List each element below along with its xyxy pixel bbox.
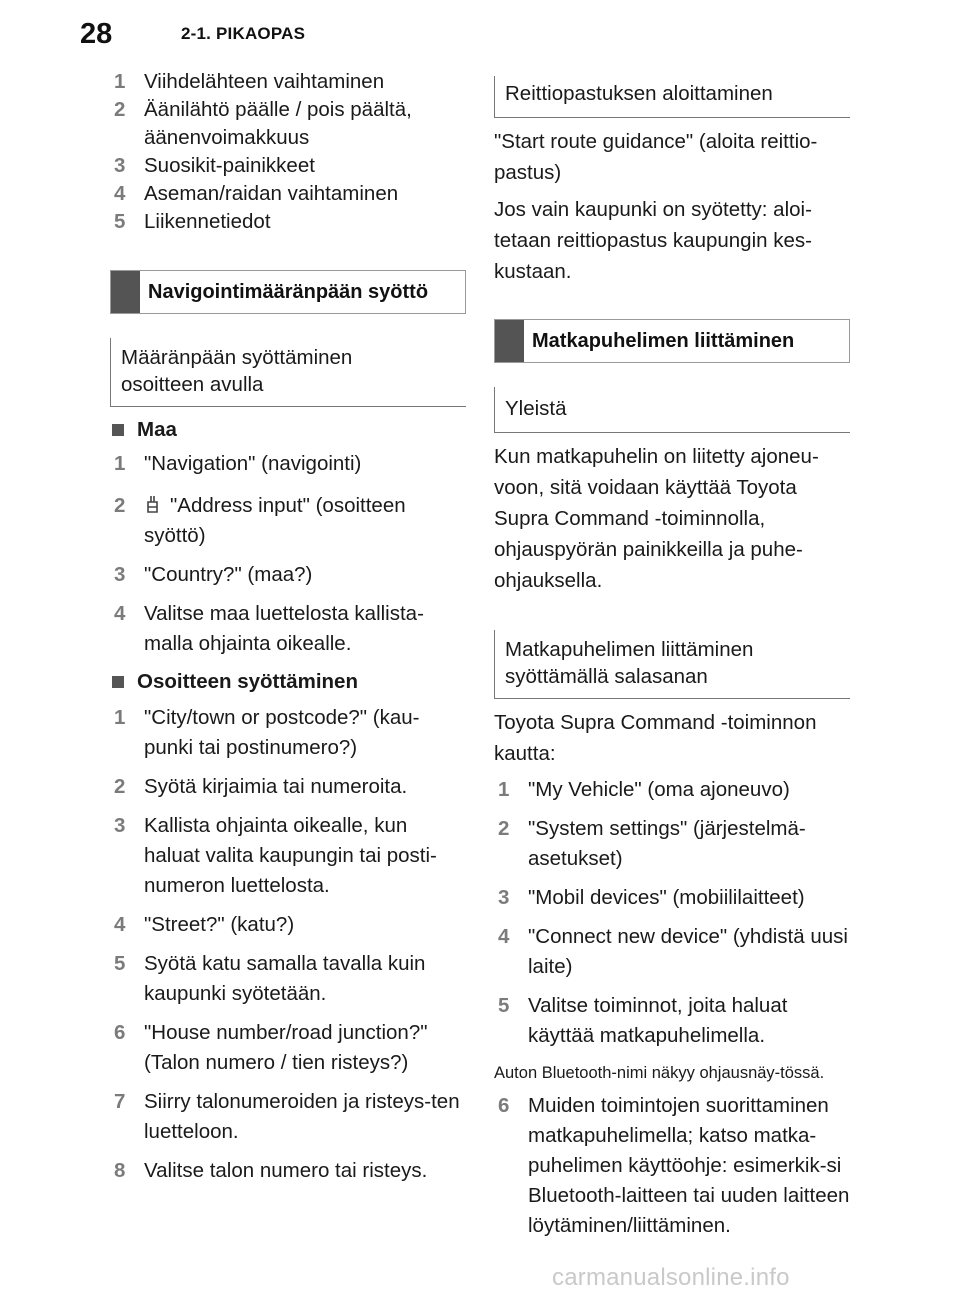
step-text: "Address input" (osoitteen syöttö) (144, 494, 406, 547)
list-item (110, 910, 466, 940)
watermark: carmanualsonline.info (552, 1264, 790, 1291)
step-number: 1 (114, 452, 126, 475)
route-para-start: "Start route guidance" (aloita reittio-pastus) (494, 130, 818, 184)
left-column (110, 68, 466, 1186)
step-number: 5 (114, 210, 126, 233)
phone-heading-text: Matkapuhelimen liittäminen (532, 329, 795, 352)
list-item (110, 208, 466, 236)
list-item (110, 1018, 466, 1078)
list-item (110, 703, 466, 763)
step-number: 2 (498, 817, 510, 840)
list-item (110, 491, 466, 551)
step-text: Liikennetiedot (144, 210, 271, 233)
address-input-icon (144, 493, 164, 515)
step-text: Valitse maa luettelosta kallista-malla ohjainta oikealle. (144, 602, 424, 655)
step-number: 5 (114, 952, 126, 975)
heading-bar (495, 320, 524, 362)
nav-subheading: Määränpään syöttäminen osoitteen avulla (110, 338, 466, 407)
step-number: 4 (114, 913, 126, 936)
step-number: 6 (498, 1094, 510, 1117)
nav-heading-text: Navigointimääränpään syöttö (148, 280, 429, 303)
step-text: Suosikit-painikkeet (144, 154, 315, 177)
bullet-square-icon (112, 424, 124, 436)
step-number: 4 (114, 182, 126, 205)
step-number: 1 (114, 706, 126, 729)
list-item (494, 814, 850, 874)
step-number: 2 (114, 494, 126, 517)
step-text: Valitse talon numero tai risteys. (144, 1159, 428, 1182)
list-item (110, 449, 466, 479)
list-item (110, 772, 466, 802)
step-text: "Mobil devices" (mobiililaitteet) (528, 886, 805, 909)
list-item (494, 883, 850, 913)
list-item (494, 991, 850, 1051)
step-number: 3 (114, 154, 126, 177)
step-number: 4 (114, 602, 126, 625)
list-item (110, 811, 466, 901)
step-text: Kallista ohjainta oikealle, kun haluat valita kaupungin tai posti-numeron luettelosta. (144, 814, 437, 897)
step-text: "House number/road junction?" (Talon numero / tien risteys?) (144, 1021, 428, 1074)
list-item (110, 180, 466, 208)
step-text: "Navigation" (navigointi) (144, 452, 362, 475)
step-number: 5 (498, 994, 510, 1017)
route-subheading: Reittiopastuksen aloittaminen (494, 76, 850, 118)
list-item (110, 599, 466, 659)
list-item (110, 560, 466, 590)
osoite-heading-text: Osoitteen syöttäminen (137, 670, 358, 693)
list-item (494, 775, 850, 805)
step-text: "Connect new device" (yhdistä uusi laite) (528, 925, 848, 978)
step-text: Viihdelähteen vaihtaminen (144, 70, 385, 93)
step-text: Syötä kirjaimia tai numeroita. (144, 775, 408, 798)
section-title: 2-1. PIKAOPAS (181, 24, 306, 43)
pin-intro: Toyota Supra Command -toiminnon kautta: (494, 711, 817, 765)
step-text: "City/town or postcode?" (kau-punki tai postinumero?) (144, 706, 420, 759)
page-number: 28 (80, 18, 113, 50)
list-item (110, 68, 466, 96)
step-number: 7 (114, 1090, 126, 1113)
bluetooth-note: Auton Bluetooth-nimi näkyy ohjausnäy-tössä. (494, 1064, 825, 1082)
step-text: "Country?" (maa?) (144, 563, 313, 586)
step-number: 6 (114, 1021, 126, 1044)
step-text: "System settings" (järjestelmä-asetukset) (528, 817, 806, 870)
list-item (110, 949, 466, 1009)
phone-heading (494, 319, 850, 363)
step-text: Siirry talonumeroiden ja risteys-ten luetteloon. (144, 1090, 460, 1143)
list-item (110, 1156, 466, 1186)
step-number: 8 (114, 1159, 126, 1182)
right-column (494, 76, 850, 1241)
pin-subheading: Matkapuhelimen liittäminen syöttämällä salasanan (494, 630, 850, 699)
intro-steps (110, 68, 466, 236)
bullet-square-icon (112, 676, 124, 688)
general-subheading: Yleistä (494, 387, 850, 433)
step-text: "Street?" (katu?) (144, 913, 295, 936)
maa-heading-text: Maa (137, 418, 177, 441)
route-para-city: Jos vain kaupunki on syötetty: aloi-tetaan reittiopastus kaupungin kes-kustaan. (494, 198, 812, 283)
step-text: Äänilähtö päälle / pois päältä, äänenvoimakkuus (144, 98, 412, 149)
step-text: Valitse toiminnot, joita haluat käyttää matkapuhelimella. (528, 994, 788, 1047)
step-number: 3 (114, 814, 126, 837)
step-text: Aseman/raidan vaihtaminen (144, 182, 399, 205)
maa-heading (110, 415, 466, 445)
step-number: 3 (114, 563, 126, 586)
step-number: 3 (498, 886, 510, 909)
list-item (494, 922, 850, 982)
step-number: 4 (498, 925, 510, 948)
general-para: Kun matkapuhelin on liitetty ajoneu-voon, sitä voidaan käyttää Toyota Supra Command -toiminnolla, ohjauspyörän painikkeilla ja puhe-ohjauksella. (494, 445, 819, 592)
step-number: 1 (114, 70, 126, 93)
step-number: 1 (498, 778, 510, 801)
list-item (110, 152, 466, 180)
step-text: "My Vehicle" (oma ajoneuvo) (528, 778, 790, 801)
heading-bar (111, 271, 140, 313)
step-text: Muiden toimintojen suorittaminen matkapuhelimella; katso matka-puhelimen käyttöohje: esimerkik-si Bluetooth-laitteen tai uuden laitteen löytäminen/liittäminen. (528, 1094, 850, 1237)
list-item (494, 1091, 850, 1241)
step-text: Syötä katu samalla tavalla kuin kaupunki syötetään. (144, 952, 426, 1005)
step-number: 2 (114, 98, 126, 121)
list-item (110, 1087, 466, 1147)
list-item (110, 96, 444, 152)
osoite-heading (110, 667, 466, 697)
nav-heading (110, 270, 466, 314)
step-number: 2 (114, 775, 126, 798)
